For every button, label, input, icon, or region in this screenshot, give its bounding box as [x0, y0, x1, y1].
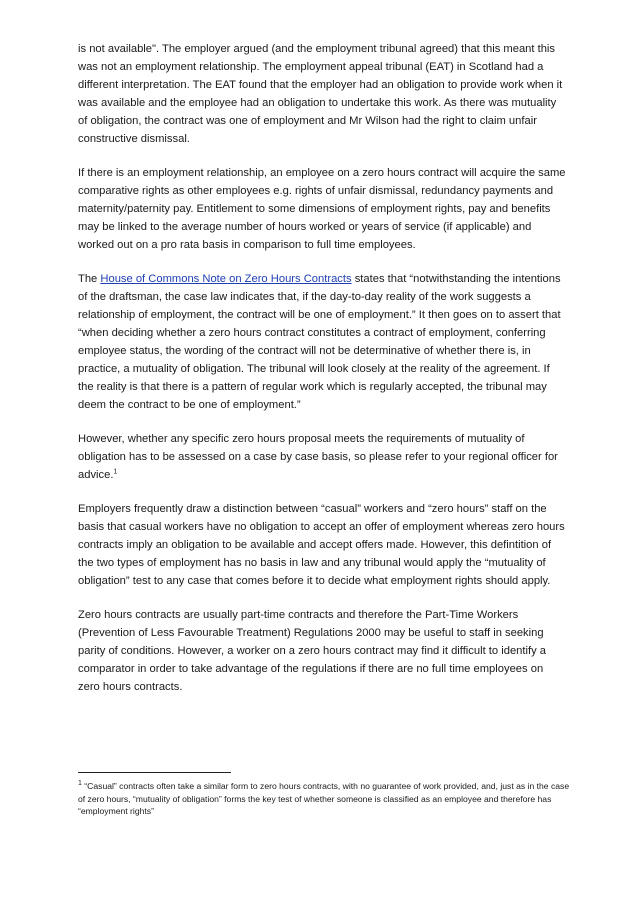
commons-note-link[interactable]: House of Commons Note on Zero Hours Contracts	[100, 273, 352, 285]
document-body	[78, 40, 568, 712]
paragraph-commons-note	[78, 270, 568, 414]
paragraph-part-time: Zero hours contracts are usually part-time contracts and therefore the Part-Time Workers (Prevention of Less Favourable Treatment) Regulations 2000 may be useful to staff in seeking parity of conditions. However, a worker on a zero hours contract may find it difficult to identify a comparator in order to take advantage of the regulations if there are no full time employees on zero hours contracts.	[78, 609, 547, 693]
paragraph-text: However, whether any specific zero hours proposal meets the requirements of mutuality of obligation has to be assessed on a case by case basis, so please refer to your regional officer for advice.	[78, 433, 558, 481]
footnote-marker: 1	[78, 780, 82, 788]
paragraph-text: The	[78, 273, 101, 285]
paragraph-employment-rights: If there is an employment relationship, an employee on a zero hours contract will acquire the same comparative rights as other employees e.g. rights of unfair dismissal, redundancy payments and maternity/paternity pay. Entitlement to some dimensions of employment rights, pay and benefits may be linked to the average number of hours worked or years of service (if applicable) and worked out on a pro rata basis in comparison to full time employees.	[78, 167, 566, 251]
paragraph-mutuality-case: is not available". The employer argued (and the employment tribunal agreed) that this meant this was not an employment relationship. The employment appeal tribunal (EAT) in Scotland had a different interpretation. The EAT found that the employer had an obligation to provide work when it was available and the employee had an obligation to undertake this work. As there was mutuality of obligation, the contract was one of employment and Mr Wilson had the right to claim unfair constructive dismissal.	[78, 43, 563, 145]
footnote-divider	[78, 772, 231, 773]
footnote	[78, 780, 570, 818]
paragraph-text: states that “notwithstanding the intentions of the draftsman, the case law indicates that, if the day-to-day reality of the work suggests a relationship of employment, the contract will be one of employment.” It then goes on to assert that “when deciding whether a zero hours contract constitutes a contract of employment, conferring employee status, the wording of the contract will not be determinative of whether there is, in practice, a mutuality of obligation. The tribunal will look closely at the reality of the agreement. If the reality is that there is a pattern of regular work which is regularly accepted, the tribunal may deem the contract to be one of employment.”	[78, 273, 561, 411]
footnote-text: “Casual” contracts often take a similar form to zero hours contracts, with no guarantee of work provided, and, just as in the case of zero hours, “mutuality of obligation” forms the key test of whether someone is classified as an employee and therefore has “employment rights”	[78, 781, 570, 816]
footnote-reference[interactable]: 1	[113, 468, 118, 476]
paragraph-case-by-case	[78, 430, 568, 484]
paragraph-casual-vs-zero: Employers frequently draw a distinction between “casual” workers and “zero hours” staff on the basis that casual workers have no obligation to accept an offer of employment whereas zero hours contracts imply an obligation to be available and accept offers made. However, this defintition of the two types of employment has no basis in law and any tribunal would apply the “mutuality of obligation” test to any case that comes before it to decide what employment rights should apply.	[78, 503, 565, 587]
